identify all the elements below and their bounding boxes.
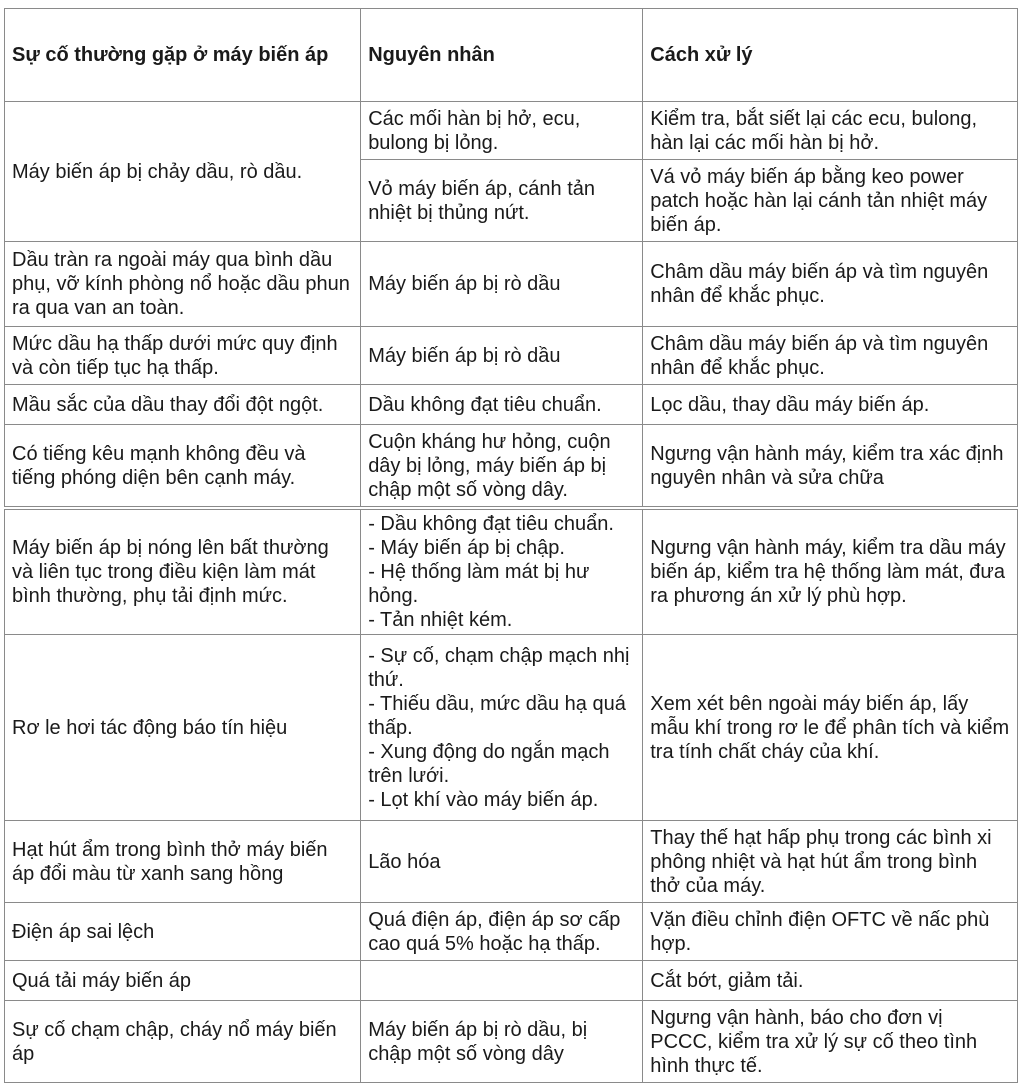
issue-cell: Hạt hút ẩm trong bình thở máy biến áp đổi màu từ xanh sang hồng (5, 821, 361, 903)
fix-cell: Châm dầu máy biến áp và tìm nguyên nhân để khắc phục. (643, 242, 1018, 327)
issue-cell: Rơ le hơi tác động báo tín hiệu (5, 635, 361, 821)
fix-cell: Lọc dầu, thay dầu máy biến áp. (643, 385, 1018, 425)
fix-cell: Vặn điều chỉnh điện OFTC về nấc phù hợp. (643, 903, 1018, 961)
header-fix: Cách xử lý (643, 9, 1018, 102)
cause-cell: Cuộn kháng hư hỏng, cuộn dây bị lỏng, máy biến áp bị chập một số vòng dây. (361, 425, 643, 507)
header-cause: Nguyên nhân (361, 9, 643, 102)
cause-line: - Tản nhiệt kém. (368, 609, 513, 631)
cause-line: - Hệ thống làm mát bị hư hỏng. (368, 561, 590, 607)
table-row (5, 102, 1018, 160)
fix-cell: Châm dầu máy biến áp và tìm nguyên nhân để khắc phục. (643, 327, 1018, 385)
troubleshooting-table (4, 8, 1018, 1083)
table-row (5, 385, 1018, 425)
table-row (5, 327, 1018, 385)
fix-cell: Ngưng vận hành máy, kiểm tra dầu máy biến áp, kiểm tra hệ thống làm mát, đưa ra phương án xử lý phù hợp. (643, 510, 1018, 635)
table-row (5, 242, 1018, 327)
cause-cell: Máy biến áp bị rò dầu, bị chập một số vòng dây (361, 1001, 643, 1083)
cause-line: - Sự cố, chạm chập mạch nhị thứ. (368, 644, 630, 691)
table-row (5, 1001, 1018, 1083)
fix-cell: Xem xét bên ngoài máy biến áp, lấy mẫu khí trong rơ le để phân tích và kiểm tra tính chất cháy của khí. (643, 635, 1018, 821)
cause-line: - Thiếu dầu, mức dầu hạ quá thấp. (368, 692, 626, 739)
issue-cell: Điện áp sai lệch (5, 903, 361, 961)
cause-line: - Dầu không đạt tiêu chuẩn. (368, 513, 614, 535)
issue-cell: Có tiếng kêu mạnh không đều và tiếng phóng diện bên cạnh máy. (5, 425, 361, 507)
issue-cell: Mức dầu hạ thấp dưới mức quy định và còn tiếp tục hạ thấp. (5, 327, 361, 385)
cause-cell: Dầu không đạt tiêu chuẩn. (361, 385, 643, 425)
cause-cell: Quá điện áp, điện áp sơ cấp cao quá 5% hoặc hạ thấp. (361, 903, 643, 961)
cause-cell (361, 961, 643, 1001)
table-row (5, 903, 1018, 961)
issue-cell: Quá tải máy biến áp (5, 961, 361, 1001)
cause-cell: Lão hóa (361, 821, 643, 903)
cause-cell: Vỏ máy biến áp, cánh tản nhiệt bị thủng nứt. (361, 160, 643, 242)
table-row (5, 635, 1018, 821)
issue-cell: Máy biến áp bị nóng lên bất thường và liên tục trong điều kiện làm mát bình thường, phụ tải định mức. (5, 510, 361, 635)
cause-cell: Các mối hàn bị hở, ecu, bulong bị lỏng. (361, 102, 643, 160)
fix-cell: Ngưng vận hành, báo cho đơn vị PCCC, kiểm tra xử lý sự cố theo tình hình thực tế. (643, 1001, 1018, 1083)
issue-cell: Sự cố chạm chập, cháy nổ máy biến áp (5, 1001, 361, 1083)
issue-cell: Máy biến áp bị chảy dầu, rò dầu. (5, 102, 361, 242)
issue-cell: Mầu sắc của dầu thay đổi đột ngột. (5, 385, 361, 425)
fix-cell: Thay thế hạt hấp phụ trong các bình xi phông nhiệt và hạt hút ẩm trong bình thở của máy. (643, 821, 1018, 903)
table-row (5, 510, 1018, 635)
fix-cell: Kiểm tra, bắt siết lại các ecu, bulong, hàn lại các mối hàn bị hở. (643, 102, 1018, 160)
table-row (5, 425, 1018, 507)
table-row (5, 821, 1018, 903)
fix-cell: Ngưng vận hành máy, kiểm tra xác định nguyên nhân và sửa chữa (643, 425, 1018, 507)
cause-line: - Máy biến áp bị chập. (368, 537, 565, 559)
cause-cell (361, 635, 643, 821)
cause-line: - Lọt khí vào máy biến áp. (368, 788, 599, 811)
issue-cell: Dầu tràn ra ngoài máy qua bình dầu phụ, vỡ kính phòng nổ hoặc dầu phun ra qua van an toàn. (5, 242, 361, 327)
cause-cell: Máy biến áp bị rò dầu (361, 242, 643, 327)
cause-line: - Xung động do ngắn mạch trên lưới. (368, 740, 610, 787)
table-header-row (5, 9, 1018, 102)
table-row (5, 961, 1018, 1001)
fix-cell: Vá vỏ máy biến áp bằng keo power patch hoặc hàn lại cánh tản nhiệt máy biến áp. (643, 160, 1018, 242)
cause-cell: Máy biến áp bị rò dầu (361, 327, 643, 385)
fix-cell: Cắt bớt, giảm tải. (643, 961, 1018, 1001)
header-issue: Sự cố thường gặp ở máy biến áp (5, 9, 361, 102)
cause-cell (361, 510, 643, 635)
